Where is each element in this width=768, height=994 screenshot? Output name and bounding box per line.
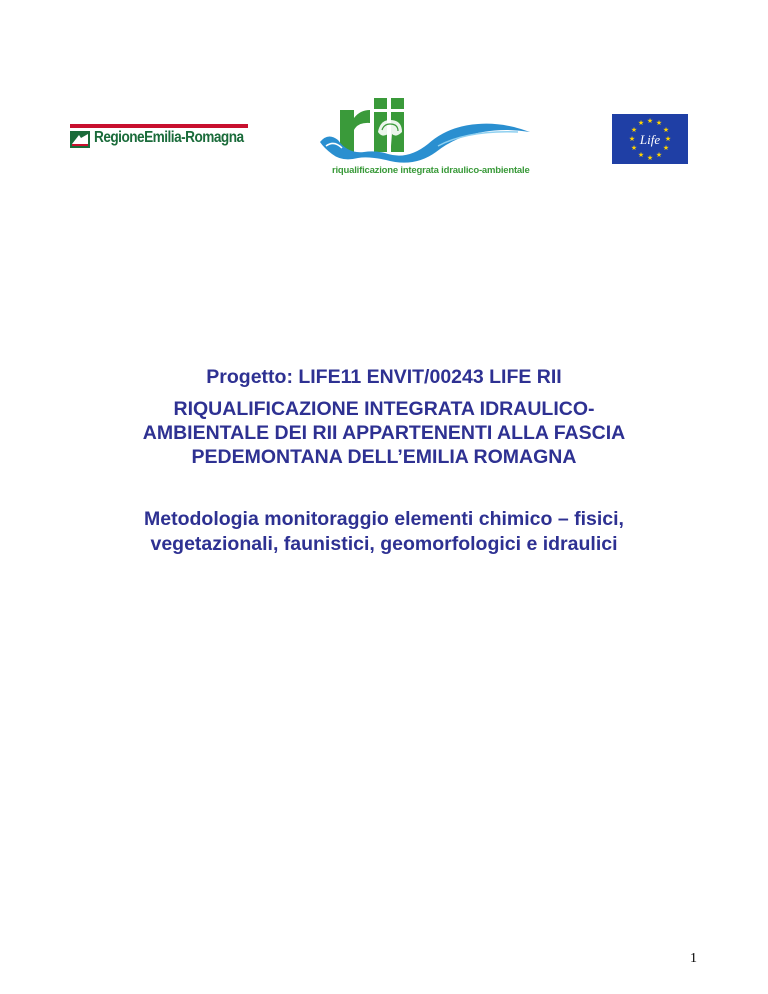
document-subtitle <box>40 507 728 557</box>
regione-emblem-icon <box>70 131 90 148</box>
eu-life-logo <box>612 114 688 164</box>
main-title-line: RIQUALIFICAZIONE INTEGRATA IDRAULICO- <box>173 398 595 420</box>
svg-text:★: ★ <box>662 144 670 152</box>
svg-text:★: ★ <box>628 135 636 143</box>
svg-text:★: ★ <box>646 117 654 125</box>
subtitle-line: Metodologia monitoraggio elementi chimico – fisici, <box>144 508 624 530</box>
svg-text:★: ★ <box>630 144 638 152</box>
life-logo-text: Life <box>639 132 661 147</box>
svg-text:★: ★ <box>655 151 663 159</box>
svg-text:★: ★ <box>637 151 645 159</box>
main-title-line: PEDEMONTANA DELL’EMILIA ROMAGNA <box>191 446 577 468</box>
rii-wordmark-icon <box>318 96 534 166</box>
rii-logo <box>318 96 534 182</box>
svg-text:★: ★ <box>655 119 663 127</box>
logo-red-bar <box>70 124 248 128</box>
regione-logo-text: RegioneEmilia-Romagna <box>94 129 244 146</box>
rii-logo-tagline: riqualificazione integrata idraulico-ambientale <box>332 165 530 176</box>
eu-flag-icon <box>612 114 688 164</box>
main-title-line: AMBIENTALE DEI RII APPARTENENTI ALLA FASCIA <box>142 422 626 444</box>
project-line: Progetto: LIFE11 ENVIT/00243 LIFE RII <box>206 366 562 388</box>
svg-text:★: ★ <box>662 126 670 134</box>
main-title <box>40 397 728 469</box>
svg-text:★: ★ <box>637 119 645 127</box>
regione-emilia-romagna-logo <box>70 124 248 150</box>
page-number: 1 <box>690 951 697 966</box>
subtitle-line: vegetazionali, faunistici, geomorfologici e idraulici <box>150 533 618 555</box>
svg-text:★: ★ <box>664 135 672 143</box>
svg-text:★: ★ <box>646 154 654 162</box>
svg-text:★: ★ <box>630 126 638 134</box>
